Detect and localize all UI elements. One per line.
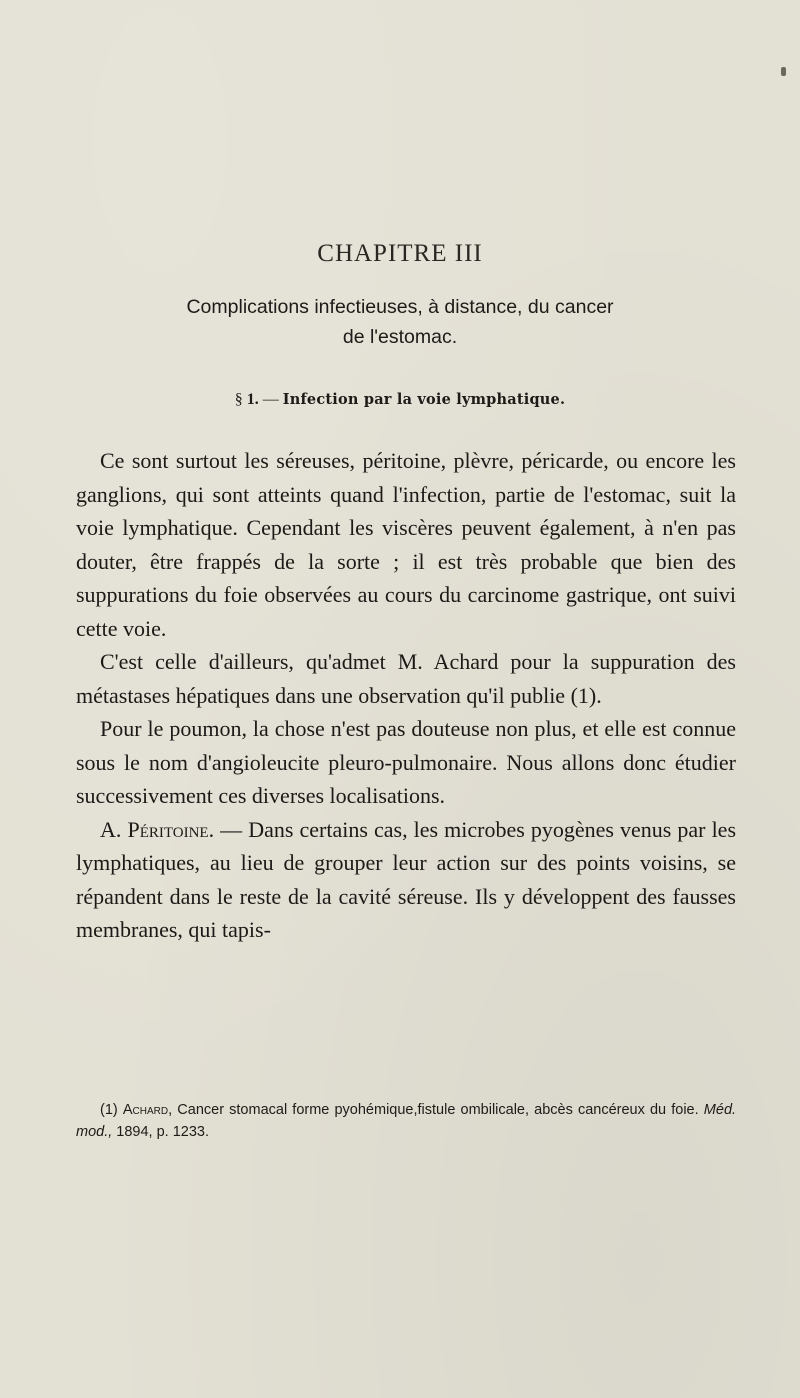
body-text (76, 444, 736, 947)
footnote-text: Cancer stomacal forme pyohémique,fistule ombilicale, abcès cancéreux du foie. (177, 1102, 699, 1118)
section-number: 1. (246, 391, 259, 408)
section-symbol: § (234, 391, 243, 408)
chapter-title-line-2: de l'estomac. (342, 326, 458, 348)
paragraph-3: Pour le poumon, la chose n'est pas douteuse non plus, et elle est connue sous le nom d'angioleucite pleuro-pulmonaire. Nous allons donc étudier successivement ces diverses localisations. (76, 716, 736, 808)
footnote-journal: Méd. mod., (76, 1102, 737, 1140)
footnote (76, 1099, 736, 1143)
paragraph-4 (76, 813, 736, 947)
chapter-title (40, 292, 760, 352)
footnote-author: Achard, (122, 1102, 173, 1118)
footnote-number: (1) (100, 1102, 118, 1118)
section-heading (0, 391, 800, 409)
paragraph-2: C'est celle d'ailleurs, qu'admet M. Achard pour la suppuration des métastases hépatiques dans une observation qu'il publie (1). (76, 649, 736, 708)
chapter-title-line-1: Complications infectieuses, à distance, du cancer (186, 296, 614, 318)
paragraph-1: Ce sont surtout les séreuses, péritoine, plèvre, péricarde, ou encore les ganglions, qui sont atteints quand l'infection, partie de l'estomac, suit la voie lymphatique. Cependant les viscères peuvent également, à n'en pas douter, être frappés de la sorte ; il est très probable que bien des suppurations du foie observées au cours du carcinome gastrique, ont suivi cette voie. (76, 448, 736, 641)
section-heading-text: Infection par la voie lymphatique. (282, 391, 566, 408)
margin-mark (781, 67, 786, 76)
paragraph-4-text: — Dans certains cas, les microbes pyogènes venus par les lymphatiques, au lieu de grouper leur action sur des points voisins, se répandent dans le reste de la cavité séreuse. Ils y développent des fausses membranes, qui tapis- (76, 816, 737, 942)
footnote-citation: 1894, p. 1233. (116, 1124, 210, 1140)
chapter-heading: CHAPITRE III (317, 240, 483, 267)
paragraph-4-label: A. Péritoine. (100, 816, 215, 842)
section-dash: — (262, 391, 279, 408)
